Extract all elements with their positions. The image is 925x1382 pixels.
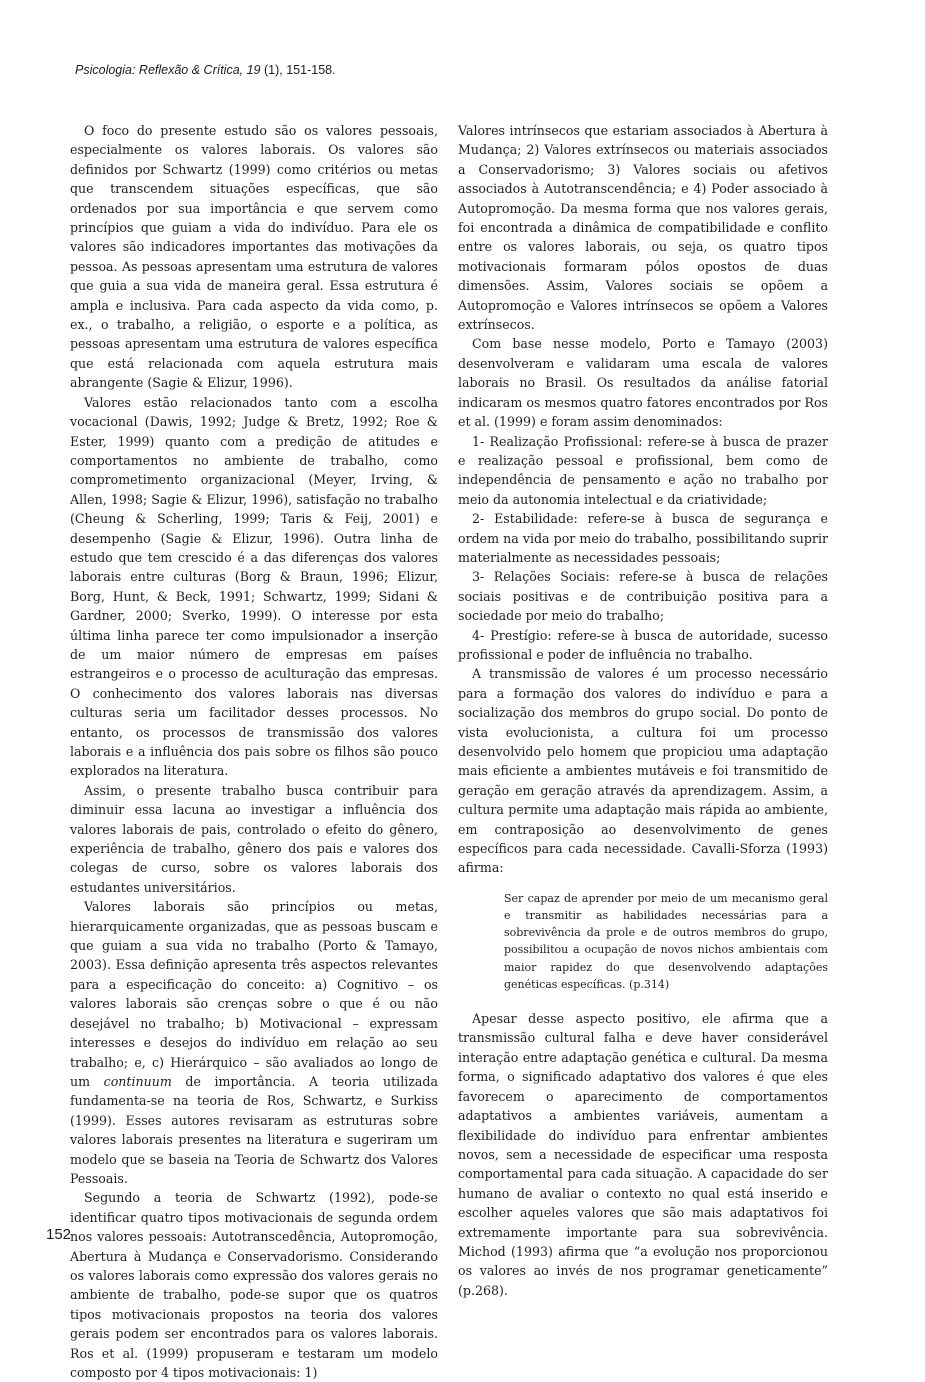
journal-citation: Psicologia: Reflexão & Crítica, 19 [75,63,261,77]
paragraph: Apesar desse aspecto positivo, ele afirma que a transmissão cultural falha e deve haver considerável interação entre adaptação genética e cultural. Da mesma forma, o significado adaptativo dos valores é que eles favorecem o aparecimento de comportamentos adaptativos a ambientes variáveis, aumentam a flexibilidade do indivíduo para enfrentar ambientes novos, sem a necessidade de especificar uma resposta comportamental para cada situação. A capacidade do ser humano de avaliar o contexto no qual está inserido e escolher aqueles valores que são mais adaptativos foi extremamente importante para sua sobrevivência. Michod (1993) afirma que “a evolução nos proporcionou os valores ao invés de nos programar geneticamente” (p.268). [458,1011,828,1298]
issue-pages: (1), 151-158. [264,63,336,77]
italic-term: continuum [103,1073,172,1089]
paragraph: Valores estão relacionados tanto com a escolha vocacional (Dawis, 1992; Judge & Bretz, 1992; Roe & Ester, 1999) quanto com a predição de atitudes e comportamentos no ambiente de trabalho, como comprometimento organizacional (Meyer, Irving, & Allen, 1998; Sagie & Elizur, 1996), satisfação no trabalho (Cheung & Scherling, 1999; Taris & Feij, 2001) e desempenho (Sagie & Elizur, 1996). Outra linha de estudo que tem crescido é a das diferenças dos valores laborais entre culturas (Borg & Braun, 1996; Elizur, Borg, Hunt, & Beck, 1991; Schwartz, 1999; Sidani & Gardner, 2000; Sverko, 1999). O interesse por esta última linha parece ter como impulsionador a inserção de um maior número de empresas em países estrangeiros e o processo de aculturação das empresas. O conhecimento dos valores laborais nas diversas culturas seria um facilitador desses processos. No entanto, os processos de transmissão dos valores laborais e a influência dos pais sobre os filhos são pouco explorados na literatura. [70,394,438,779]
text-run: de importância. A teoria utilizada fundamenta-se na teoria de Ros, Schwartz, e Surkiss (1999). Esses autores revisaram as estruturas sobre valores laborais presentes na literatura e sugeriram um modelo que se baseia na Teoria de Schwartz dos Valores Pessoais. [70,1073,438,1186]
list-item: 3- Relações Sociais: refere-se à busca de relações sociais positivas e de contribuição positiva para a sociedade por meio do trabalho; [458,569,828,624]
paragraph: O foco do presente estudo são os valores pessoais, especialmente os valores laborais. Os valores são definidos por Schwartz (1999) como critérios ou metas que transcendem situações específicas, que são ordenados por sua importância e que servem como princípios que guiam a vida do indivíduo. Para ele os valores são indicadores importantes das motivações da pessoa. As pessoas apresentam uma estrutura de valores que guia a sua vida de maneira geral. Essa estrutura é ampla e inclusiva. Para cada aspecto da vida como, p. ex., o trabalho, a religião, o esporte e a política, as pessoas apresentam uma estrutura de valores específica que está relacionada com aquela estrutura mais abrangente (Sagie & Elizur, 1996). [70,123,438,391]
paragraph: A transmissão de valores é um processo necessário para a formação dos valores do indivíduo e para a socialização dos membros do grupo social. Do ponto de vista evolucionista, a cultura foi um processo desenvolvido pelo homem que propiciou uma adaptação mais eficiente a ambientes mutáveis e foi transmitido de geração em geração através da aprendizagem. Assim, a cultura permite uma adaptação mais rápida ao ambiente, em contraposição ao desenvolvimento de genes específicos para cada necessidade. Cavalli-Sforza (1993) afirma: [458,666,828,876]
block-quote [504,890,828,993]
text-run: Valores laborais são princípios ou metas, hierarquicamente organizadas, que as pessoas buscam e que guiam a sua vida no trabalho (Porto & Tamayo, 2003). Essa definição apresenta três aspectos relevantes para a especificação do conceito: a) Cognitivo – os valores laborais são crenças sobre o que é ou não desejável no trabalho; b) Motivacional – expressam interesses e desejos do indivíduo em relação ao seu trabalho; e, c) Hierárquico – são avaliados ao longo de um [70,899,438,1089]
list-item: 2- Estabilidade: refere-se à busca de segurança e ordem na vida por meio do trabalho, possibilitando suprir materialmente as necessidades pessoais; [458,511,828,565]
paragraph: Valores intrínsecos que estariam associados à Abertura à Mudança; 2) Valores extrínsecos ou materiais associados a Conservadorismo; 3) Valores sociais ou afetivos associados à Autotranscendência; e 4) Poder associado à Autopromoção. Da mesma forma que nos valores gerais, foi encontrada a dinâmica de compatibilidade e conflito entre os valores laborais, ou seja, os quatro tipos motivacionais formaram pólos opostos de duas dimensões. Assim, Valores sociais se opõem a Autopromoção e Valores intrínsecos se opõem a Valores extrínsecos. [458,123,828,333]
paragraph: Com base nesse modelo, Porto e Tamayo (2003) desenvolveram e validaram uma escala de valores laborais no Brasil. Os resultados da análise fatorial indicaram os mesmos quatro fatores encontrados por Ros et al. (1999) e foram assim denominados: [458,336,828,430]
paragraph: Segundo a teoria de Schwartz (1992), pode-se identificar quatro tipos motivacionais de segunda ordem nos valores pessoais: Autotranscedência, Autopromoção, Abertura à Mudança e Conservadorismo. Considerando os valores laborais como expressão dos valores gerais no ambiente de trabalho, pode-se supor que os quatros tipos motivacionais propostos na teoria dos valores gerais podem ser encontrados para os valores laborais. Ros et al. (1999) propuseram e testaram um modelo composto por 4 tipos motivacionais: 1) [70,1190,438,1380]
list-item: 1- Realização Profissional: refere-se à busca de prazer e realização pessoal e profissional, bem como de independência de pensamento e ação no trabalho por meio da autonomia intelectual e da criatividade; [458,433,828,507]
quote-text: Ser capaz de aprender por meio de um mecanismo geral e transmitir as habilidades necessárias para a sobrevivência da prole e de outros membros do grupo, possibilitou a ocupação de novos nichos ambientais com maior rapidez do que desenvolvendo adaptações genéticas específicas. (p.314) [504,891,828,991]
paragraph: Assim, o presente trabalho busca contribuir para diminuir essa lacuna ao investigar a influência dos valores laborais de pais, controlado o efeito do gênero, experiência de trabalho, gênero dos pais e valores dos colegas de curso, sobre os valores laborais dos estudantes universitários. [70,782,438,895]
right-column [458,121,828,1300]
page-number: 152 [46,1226,72,1243]
running-header [75,63,336,77]
left-column [70,121,438,1382]
paragraph [70,897,438,1188]
list-item: 4- Prestígio: refere-se à busca de autoridade, sucesso profissional e poder de influência no trabalho. [458,627,828,662]
